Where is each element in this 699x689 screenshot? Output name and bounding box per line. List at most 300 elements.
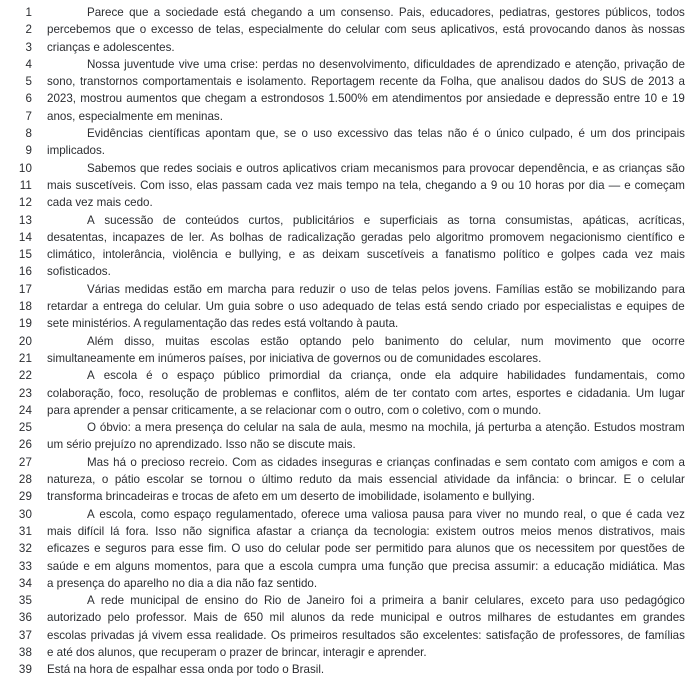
line-number: 2 <box>25 23 32 37</box>
word: pelo <box>408 230 431 244</box>
word: por <box>465 92 483 106</box>
word: ansiedade <box>486 92 541 106</box>
text-line <box>0 575 685 592</box>
word: na <box>382 178 396 192</box>
text-line <box>0 523 685 540</box>
word: ou <box>501 178 515 192</box>
word: do <box>244 594 258 608</box>
word: uma <box>344 507 368 521</box>
word: de <box>287 594 301 608</box>
word: escola, <box>99 507 137 521</box>
word: e <box>661 92 668 106</box>
word: de <box>672 57 685 71</box>
text-line <box>0 627 685 644</box>
text-line <box>0 56 685 73</box>
word: de <box>162 213 176 227</box>
word: banir <box>442 594 469 608</box>
word: retardar <box>47 300 88 314</box>
line-number: 39 <box>18 663 32 677</box>
word: alunos <box>290 611 325 625</box>
word: entre <box>613 92 641 106</box>
word: do <box>328 23 341 37</box>
word: que <box>181 92 201 106</box>
word: mobilizando <box>594 282 657 296</box>
line-text: cada vez mais cedo. <box>47 196 153 210</box>
word: escolas <box>47 628 87 642</box>
word: culpado, <box>529 127 574 141</box>
text-line <box>0 592 685 609</box>
word: em <box>94 559 111 573</box>
word: cidadania. <box>577 386 631 400</box>
word: de <box>537 611 551 625</box>
text-line <box>0 558 685 575</box>
word: violência <box>172 248 218 262</box>
word: conflitos, <box>293 386 340 400</box>
word: precisa <box>452 559 490 573</box>
word: que <box>428 559 448 573</box>
word: optando <box>299 334 342 348</box>
line-text: sofisticados. <box>47 265 111 279</box>
word: Os <box>270 628 286 642</box>
word: analisou <box>500 75 545 89</box>
line-number: 15 <box>18 248 32 262</box>
word: uma <box>361 559 384 573</box>
word: cumpra <box>317 559 357 573</box>
word: rede <box>100 594 125 608</box>
word: bullying, <box>238 248 282 262</box>
word: consumistas, <box>505 213 573 227</box>
word: de <box>378 300 392 314</box>
word: deixam <box>322 248 360 262</box>
word: lugar <box>659 386 685 400</box>
word: esse <box>178 542 204 556</box>
word: passam <box>221 178 263 192</box>
word: infância: <box>516 473 560 487</box>
word: adequado <box>322 300 374 314</box>
text-line <box>0 39 685 56</box>
word: estão <box>544 282 573 296</box>
word: crianças <box>386 455 431 469</box>
word: por <box>523 300 541 314</box>
word: o <box>637 473 645 487</box>
word: regulamentado, <box>215 507 297 521</box>
line-text <box>47 21 685 38</box>
word: já <box>475 421 485 435</box>
word: sala <box>298 421 320 435</box>
word: habilidades <box>507 369 566 383</box>
text-line <box>0 436 685 453</box>
word: primeiros <box>290 628 338 642</box>
word: celular <box>345 23 380 37</box>
word: professores, <box>559 628 624 642</box>
word: tela, <box>399 178 422 192</box>
word: é <box>625 507 633 521</box>
word: seus <box>411 23 436 37</box>
word: o <box>101 473 109 487</box>
line-number: 22 <box>18 369 32 383</box>
word: bolhas <box>229 230 264 244</box>
word: artes, <box>482 386 512 400</box>
line-number: 8 <box>25 127 32 141</box>
word: Mas <box>87 455 109 469</box>
text-line <box>0 212 685 229</box>
line-number: 37 <box>18 628 32 642</box>
word: como <box>656 369 685 383</box>
word: consenso. <box>340 6 394 19</box>
word: A <box>87 507 95 521</box>
word: horas <box>535 178 565 192</box>
word: Mas <box>663 559 685 573</box>
word: e <box>547 248 554 262</box>
word: apáticas, <box>582 213 629 227</box>
word: atenção, <box>575 57 620 71</box>
word: de <box>204 386 218 400</box>
word: o <box>339 282 347 296</box>
word: tornou <box>209 473 243 487</box>
word: num <box>521 334 544 348</box>
word: O <box>87 421 97 435</box>
line-text <box>47 281 685 298</box>
word: é <box>146 369 153 383</box>
word: acríticas, <box>638 213 685 227</box>
word: das <box>393 127 413 141</box>
word: a <box>535 421 542 435</box>
word: dificuldades <box>413 57 475 71</box>
word: muitas <box>165 334 200 348</box>
text-line <box>0 661 685 678</box>
word: de <box>630 75 644 89</box>
word: e <box>376 455 383 469</box>
word: colaboração, <box>47 386 114 400</box>
line-number: 7 <box>25 109 32 123</box>
word: e <box>225 248 232 262</box>
word: gestores <box>555 6 600 19</box>
line-text <box>47 558 685 575</box>
word: são <box>666 161 685 175</box>
word: e <box>281 386 289 400</box>
line-text <box>47 627 685 644</box>
word: outros <box>246 161 279 175</box>
word: da <box>422 75 436 89</box>
line-text <box>47 160 685 177</box>
word: Um <box>635 386 654 400</box>
text-line <box>0 229 685 246</box>
word: e <box>235 161 243 175</box>
word: para <box>216 559 240 573</box>
word: tecnologia: <box>373 524 430 538</box>
word: com <box>652 455 675 469</box>
word: midiática. <box>609 559 659 573</box>
word: mais <box>317 178 343 192</box>
word: do <box>584 75 598 89</box>
word: movimento <box>554 334 612 348</box>
line-number: 13 <box>18 213 32 227</box>
word: redes <box>163 161 193 175</box>
word: sociedade <box>165 6 219 19</box>
line-text: simultaneamente em inúmeros países, por iniciativa de governos ou de comunidades escolares. <box>47 351 542 365</box>
word: vez <box>295 178 314 192</box>
line-number: 33 <box>18 559 32 573</box>
text-line <box>0 506 685 523</box>
word: que <box>621 334 642 348</box>
word: chegando <box>251 6 303 19</box>
word: uso <box>350 282 370 296</box>
word: golpes <box>560 248 596 262</box>
line-number: 17 <box>18 282 32 296</box>
word: mostrou <box>80 92 123 106</box>
word: fanatismo <box>445 248 496 262</box>
word: alunos <box>456 542 491 556</box>
word: 10 <box>644 92 658 106</box>
word: são <box>399 628 419 642</box>
word: recente <box>379 75 419 89</box>
word: Evidências <box>87 127 144 141</box>
word: desatentas, <box>47 230 107 244</box>
word: O <box>231 542 241 556</box>
word: Estudos <box>593 421 636 435</box>
word: às <box>631 23 644 37</box>
word: outros <box>482 524 515 538</box>
line-text <box>47 73 685 90</box>
word: afastar <box>256 524 292 538</box>
word: telas <box>417 127 443 141</box>
word: comportamentais <box>142 75 232 89</box>
line-text: sete ministérios. A regulamentação das redes está voltando à pauta. <box>47 317 399 331</box>
text-line <box>0 281 685 298</box>
line-number: 18 <box>18 300 32 314</box>
word: 1.500% <box>328 92 368 106</box>
word: criado <box>487 300 519 314</box>
word: e <box>83 559 90 573</box>
line-number: 16 <box>18 265 32 279</box>
word: mais <box>660 248 685 262</box>
word: cada <box>637 507 663 521</box>
word: o <box>248 473 256 487</box>
word: cada <box>266 178 292 192</box>
word: seguros <box>105 542 147 556</box>
word: conteúdos <box>185 213 239 227</box>
word: e <box>363 213 371 227</box>
word: uso <box>313 127 333 141</box>
word: marcha <box>227 282 267 296</box>
word: político <box>503 248 540 262</box>
line-text <box>47 4 685 21</box>
word: radicalização <box>287 230 356 244</box>
word: municipal <box>380 611 430 625</box>
line-text <box>47 212 685 229</box>
word: celular <box>650 473 685 487</box>
word: todos <box>656 6 685 19</box>
word: problemas <box>222 386 277 400</box>
text-line <box>0 125 685 142</box>
word: com <box>384 23 407 37</box>
text-line <box>0 4 685 21</box>
line-text: a presença do aparelho no dia a dia não faz sentido. <box>47 576 318 590</box>
word: na <box>281 421 295 435</box>
word: há <box>113 455 127 469</box>
word: é <box>578 127 585 141</box>
word: publicitários <box>292 213 355 227</box>
word: climático, <box>47 248 96 262</box>
word: As <box>210 230 224 244</box>
text-line <box>0 142 685 159</box>
word: os <box>518 542 532 556</box>
word: pelo <box>352 334 375 348</box>
word: estão <box>173 282 202 296</box>
word: permitido <box>375 542 424 556</box>
word: de <box>374 282 388 296</box>
line-number: 25 <box>18 421 32 435</box>
word: cidades <box>277 455 318 469</box>
line-number: 9 <box>25 144 32 158</box>
word: essencial <box>388 473 438 487</box>
word: as <box>602 161 615 175</box>
word: vivem <box>152 628 183 642</box>
text-line <box>0 90 685 107</box>
word: ela <box>435 369 451 383</box>
word: que <box>494 542 515 556</box>
word: Várias <box>87 282 120 296</box>
word: perdas <box>262 57 298 71</box>
text-line <box>0 73 685 90</box>
word: a <box>369 594 376 608</box>
line-number: 26 <box>18 438 32 452</box>
word: de <box>224 611 238 625</box>
word: celular, <box>473 334 511 348</box>
word: já <box>138 628 148 642</box>
word: criança, <box>350 369 392 383</box>
word: dados <box>548 75 581 89</box>
line-text <box>47 506 685 523</box>
word: e <box>641 455 649 469</box>
word: negacionismo <box>549 230 622 244</box>
line-text <box>47 56 685 73</box>
word: algoritmo <box>436 230 484 244</box>
word: celular <box>243 421 278 435</box>
word: vive <box>178 57 200 71</box>
word: escolar <box>146 473 184 487</box>
line-text <box>47 177 685 194</box>
word: privação <box>624 57 668 71</box>
word: da <box>331 611 345 625</box>
word: confinadas <box>434 455 491 469</box>
line-text: transforma brincadeiras e trocas de afeto em um deserto de imobilidade, isolamento e bullying. <box>47 490 535 504</box>
word: Mais <box>193 611 218 625</box>
word: Pais, <box>398 6 425 19</box>
word: na <box>411 421 425 435</box>
word: viver <box>476 507 502 521</box>
word: sono, <box>47 75 76 89</box>
text-line <box>0 333 685 350</box>
word: Sabemos <box>87 161 136 175</box>
word: Janeiro <box>306 594 345 608</box>
word: por <box>568 178 586 192</box>
word: esportes <box>516 386 561 400</box>
word: transtornos <box>79 75 138 89</box>
numbered-text-body <box>0 4 685 679</box>
word: a <box>268 559 275 573</box>
word: mecanismos <box>373 161 439 175</box>
line-number: 34 <box>18 576 32 590</box>
word: para <box>271 282 295 296</box>
word: aula, <box>340 421 366 435</box>
word: a <box>480 178 487 192</box>
word: A <box>87 369 95 383</box>
line-number: 1 <box>25 6 32 19</box>
word: pátio <box>114 473 140 487</box>
word: curtos, <box>248 213 284 227</box>
word: provocando <box>529 23 591 37</box>
word: as <box>260 455 274 469</box>
word: superficiais <box>379 213 438 227</box>
word: mostram <box>639 421 685 435</box>
word: se <box>283 127 297 141</box>
word: está <box>223 6 246 19</box>
word: municipal <box>130 594 180 608</box>
word: uso <box>299 300 318 314</box>
line-number: 10 <box>18 161 32 175</box>
word: mundo <box>523 507 559 521</box>
word: a <box>431 248 439 262</box>
word: a <box>298 524 305 538</box>
word: Um <box>205 300 224 314</box>
word: pelo <box>107 611 130 625</box>
word: aplicativos <box>282 161 337 175</box>
word: e <box>494 455 502 469</box>
word: além <box>344 386 370 400</box>
word: para <box>442 161 466 175</box>
text-line <box>0 609 685 626</box>
word: mochila, <box>428 421 472 435</box>
word: principais <box>635 127 685 141</box>
word: em <box>371 92 388 106</box>
word: se <box>190 473 203 487</box>
word: as <box>302 248 315 262</box>
word: está <box>502 23 525 37</box>
word: ter <box>393 386 407 400</box>
word: mais <box>47 524 72 538</box>
word: com <box>455 386 477 400</box>
word: científicas <box>148 127 201 141</box>
line-text: para aprender a pensar criticamente, a se relacionar com o outro, com o coletivo, com o mundo. <box>47 403 542 417</box>
word: famílias <box>644 628 685 642</box>
line-text <box>47 90 685 107</box>
line-text <box>47 229 685 246</box>
word: da <box>354 524 368 538</box>
word: de <box>185 594 199 608</box>
word: satisfação <box>485 628 539 642</box>
word: telas, <box>215 23 244 37</box>
word: de <box>671 300 685 314</box>
word: para <box>661 282 685 296</box>
word: sucessão <box>104 213 154 227</box>
word: incapazes <box>112 230 165 244</box>
word: outros <box>448 611 482 625</box>
word: foi <box>350 594 364 608</box>
word: guia <box>228 300 251 314</box>
word: suscetíveis. <box>75 178 137 192</box>
word: crise: <box>230 57 259 71</box>
word: no <box>505 507 519 521</box>
word: para <box>570 594 594 608</box>
word: vez <box>666 507 685 521</box>
word: ensino <box>204 594 239 608</box>
word: de <box>269 230 282 244</box>
word: Rio <box>263 594 282 608</box>
word: por <box>598 542 616 556</box>
word: uso <box>600 594 619 608</box>
word: brincar. <box>578 473 617 487</box>
